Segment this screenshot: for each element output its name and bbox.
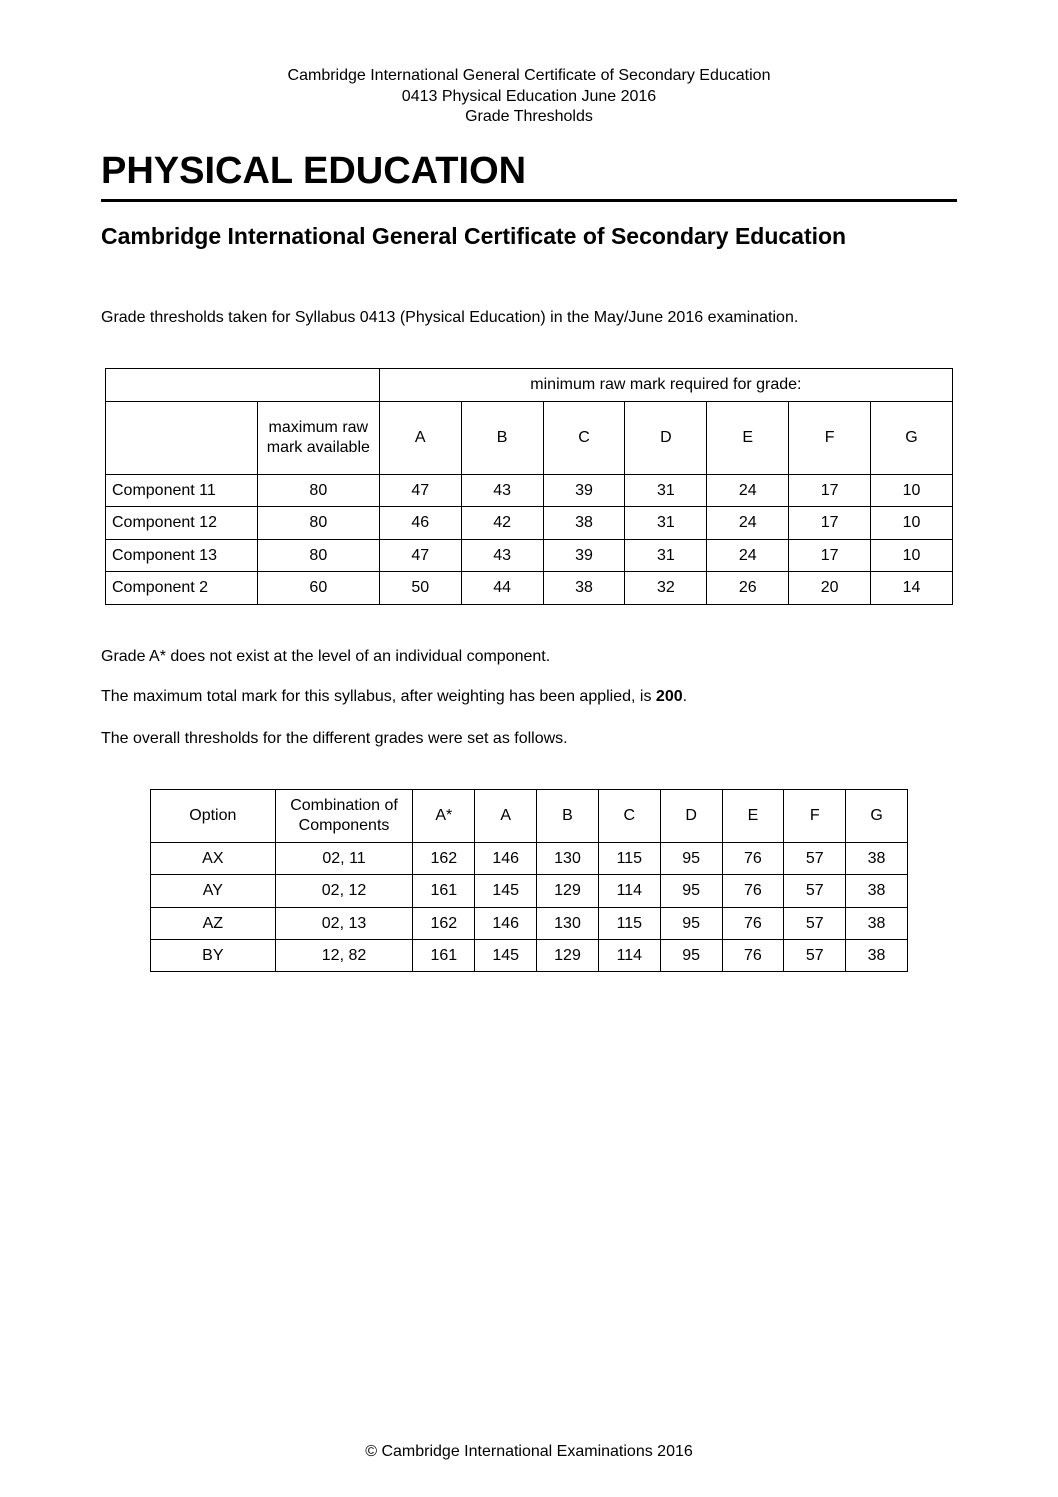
combination-header: Combination of Components (275, 790, 413, 843)
max-mark-cell: 80 (257, 475, 379, 507)
mark-cell: 31 (625, 540, 707, 572)
mark-cell: 43 (461, 540, 543, 572)
mark-cell: 26 (707, 572, 789, 605)
mark-cell: 20 (789, 572, 871, 605)
mark-cell: 10 (871, 507, 953, 540)
mark-cell: 38 (543, 507, 625, 540)
mark-cell: 39 (543, 475, 625, 507)
mark-cell: 14 (871, 572, 953, 605)
max-mark-cell: 80 (257, 507, 379, 540)
max-total-value: 200 (655, 688, 683, 705)
mark-cell: 57 (784, 940, 846, 972)
mark-cell: 57 (784, 908, 846, 940)
mark-cell: 39 (543, 540, 625, 572)
mark-cell: 115 (598, 843, 660, 875)
mark-cell: 17 (789, 507, 871, 540)
mark-cell: 57 (784, 843, 846, 875)
mark-cell: 76 (722, 908, 784, 940)
table-row (151, 843, 908, 875)
mark-cell: 76 (722, 940, 784, 972)
option-cell: AZ (151, 908, 276, 940)
mark-cell: 129 (537, 940, 599, 972)
mark-cell: 38 (846, 940, 908, 972)
mark-cell: 162 (413, 843, 475, 875)
mark-cell: 44 (461, 572, 543, 605)
mark-cell: 50 (379, 572, 461, 605)
mark-cell: 24 (707, 540, 789, 572)
mark-cell: 24 (707, 475, 789, 507)
mark-cell: 47 (379, 540, 461, 572)
mark-cell: 76 (722, 875, 784, 908)
component-name: Component 12 (106, 507, 258, 540)
page-subtitle: Cambridge International General Certificate of Secondary Education (101, 223, 847, 249)
combination-cell: 02, 11 (275, 843, 413, 875)
mark-cell: 24 (707, 507, 789, 540)
mark-cell: 95 (660, 875, 722, 908)
max-mark-header: maximum raw mark available (257, 402, 379, 475)
note-overall-thresholds: The overall thresholds for the different grades were set as follows. (101, 730, 568, 747)
mark-cell: 114 (598, 940, 660, 972)
mark-cell: 43 (461, 475, 543, 507)
mark-cell: 38 (846, 875, 908, 908)
component-thresholds-table (105, 368, 953, 605)
table-empty-header (106, 402, 258, 475)
option-cell: AX (151, 843, 276, 875)
grade-header: G (871, 402, 953, 475)
table-row (106, 507, 953, 540)
option-header: Option (151, 790, 276, 843)
table-corner-cell (106, 369, 380, 402)
title-underline (101, 199, 957, 202)
copyright-footer: © Cambridge International Examinations 2016 (365, 1443, 693, 1460)
note-max-total-text: The maximum total mark for this syllabus, after weighting has been applied, is (101, 688, 656, 705)
grade-header: A* (413, 790, 475, 843)
mark-cell: 129 (537, 875, 599, 908)
grade-span-header: minimum raw mark required for grade: (379, 369, 952, 402)
table-row (106, 475, 953, 507)
mark-cell: 161 (413, 940, 475, 972)
mark-cell: 38 (846, 908, 908, 940)
table-row (151, 908, 908, 940)
grade-header: A (475, 790, 537, 843)
mark-cell: 17 (789, 540, 871, 572)
table-row (106, 540, 953, 572)
mark-cell: 145 (475, 875, 537, 908)
table-row (151, 875, 908, 908)
mark-cell: 17 (789, 475, 871, 507)
mark-cell: 57 (784, 875, 846, 908)
mark-cell: 32 (625, 572, 707, 605)
header-line-3: Grade Thresholds (465, 108, 593, 125)
combination-cell: 12, 82 (275, 940, 413, 972)
option-cell: BY (151, 940, 276, 972)
mark-cell: 76 (722, 843, 784, 875)
mark-cell: 146 (475, 908, 537, 940)
table-row (151, 940, 908, 972)
mark-cell: 95 (660, 908, 722, 940)
component-name: Component 11 (106, 475, 258, 507)
mark-cell: 162 (413, 908, 475, 940)
mark-cell: 42 (461, 507, 543, 540)
note-max-total-end: . (682, 688, 688, 705)
grade-header: C (598, 790, 660, 843)
grade-header: A (379, 402, 461, 475)
grade-header: C (543, 402, 625, 475)
grade-header: E (707, 402, 789, 475)
option-cell: AY (151, 875, 276, 908)
mark-cell: 10 (871, 540, 953, 572)
component-name: Component 2 (106, 572, 258, 605)
grade-header: D (625, 402, 707, 475)
mark-cell: 31 (625, 507, 707, 540)
mark-cell: 31 (625, 475, 707, 507)
combination-cell: 02, 13 (275, 908, 413, 940)
grade-header: B (537, 790, 599, 843)
mark-cell: 38 (846, 843, 908, 875)
max-mark-cell: 80 (257, 540, 379, 572)
grade-header: B (461, 402, 543, 475)
mark-cell: 145 (475, 940, 537, 972)
mark-cell: 114 (598, 875, 660, 908)
grade-header: E (722, 790, 784, 843)
mark-cell: 38 (543, 572, 625, 605)
mark-cell: 95 (660, 843, 722, 875)
mark-cell: 10 (871, 475, 953, 507)
grade-header: F (784, 790, 846, 843)
table-row (106, 572, 953, 605)
mark-cell: 130 (537, 908, 599, 940)
grade-header: D (660, 790, 722, 843)
note-max-total (101, 687, 687, 707)
header-line-1: Cambridge International General Certificate of Secondary Education (287, 67, 771, 84)
note-a-star: Grade A* does not exist at the level of an individual component. (101, 648, 551, 665)
mark-cell: 46 (379, 507, 461, 540)
mark-cell: 115 (598, 908, 660, 940)
intro-text: Grade thresholds taken for Syllabus 0413 (Physical Education) in the May/June 2016 examination. (101, 309, 799, 326)
option-thresholds-table (150, 789, 908, 972)
grade-header: F (789, 402, 871, 475)
mark-cell: 47 (379, 475, 461, 507)
document-header (0, 66, 1058, 128)
max-mark-cell: 60 (257, 572, 379, 605)
mark-cell: 95 (660, 940, 722, 972)
mark-cell: 146 (475, 843, 537, 875)
component-name: Component 13 (106, 540, 258, 572)
mark-cell: 161 (413, 875, 475, 908)
grade-header: G (846, 790, 908, 843)
header-line-2: 0413 Physical Education June 2016 (401, 87, 657, 105)
combination-cell: 02, 12 (275, 875, 413, 908)
page-title: PHYSICAL EDUCATION (101, 150, 527, 192)
mark-cell: 130 (537, 843, 599, 875)
